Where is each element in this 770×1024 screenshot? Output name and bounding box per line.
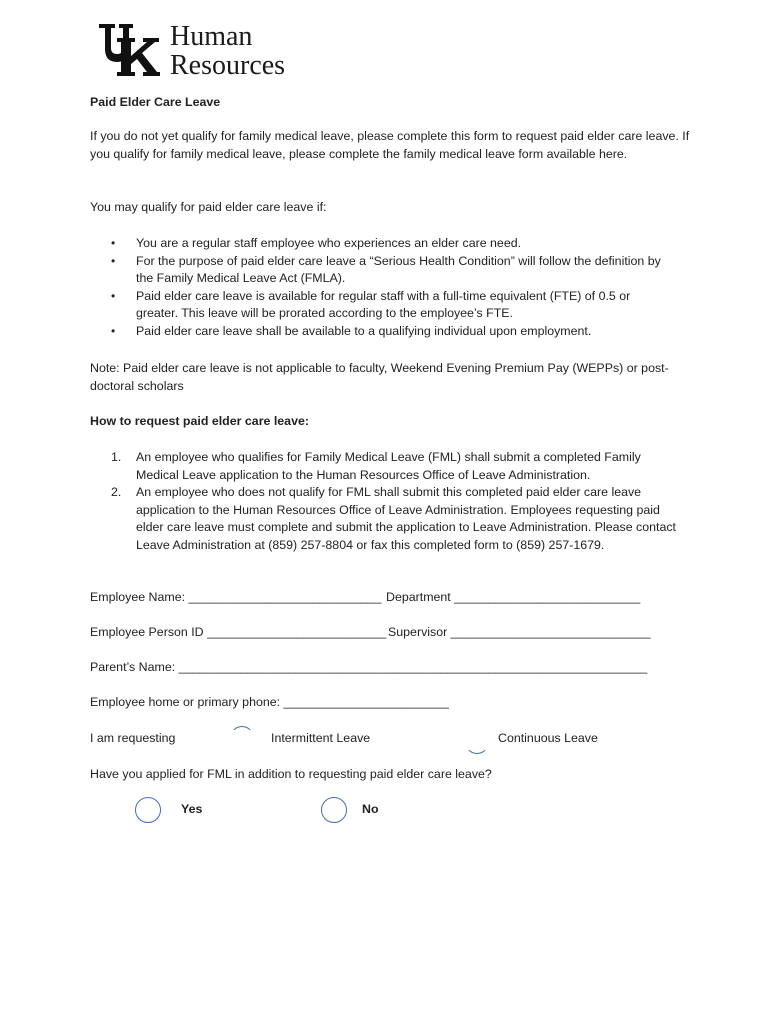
- uk-logo-icon: [97, 22, 161, 78]
- list-item: [90, 449, 680, 484]
- qualify-list: [90, 235, 670, 340]
- intermittent-label: Intermittent Leave: [271, 731, 371, 745]
- department-field[interactable]: Department ___________________________: [386, 590, 641, 604]
- how-heading: How to request paid elder care leave:: [90, 414, 309, 428]
- parent-name-field[interactable]: Parent’s Name: ____________________________________________________________________: [90, 660, 648, 674]
- list-item: • For the purpose of paid elder care leave a “Serious Health Condition” will follow the definition by the Family Medical Leave Act (FMLA).: [90, 253, 670, 288]
- qualify-heading: You may qualify for paid elder care leave if:: [90, 200, 327, 214]
- requesting-label: I am requesting: [90, 731, 176, 745]
- no-radio[interactable]: [321, 797, 347, 823]
- note-paragraph: Note: Paid elder care leave is not applicable to faculty, Weekend Evening Premium Pay (WEPPs) or post-doctoral scholars: [90, 361, 669, 393]
- step-number: 1.: [111, 450, 122, 464]
- logo-line-2: Resources: [170, 50, 286, 81]
- logo-wordmark: [170, 22, 285, 80]
- intermittent-radio[interactable]: [230, 726, 254, 750]
- continuous-label: Continuous Leave: [498, 731, 598, 745]
- fml-question: Have you applied for FML in addition to requesting paid elder care leave?: [90, 767, 492, 781]
- no-label: No: [362, 802, 379, 816]
- step-text: An employee who qualifies for Family Medical Leave (FML) shall submit a completed Family Medical Leave application to the Human Resources Office of Leave Administration.: [136, 450, 641, 482]
- employee-name-field[interactable]: Employee Name: ____________________________: [90, 590, 382, 604]
- list-item: • Paid elder care leave shall be available to a qualifying individual upon employment.: [90, 323, 670, 341]
- list-item: • You are a regular staff employee who experiences an elder care need.: [90, 235, 670, 253]
- list-item: • Paid elder care leave is available for regular staff with a full-time equivalent (FTE) of 0.5 or greater. This leave will be prorated according to the employee’s FTE.: [90, 288, 670, 323]
- steps-list: [90, 449, 680, 554]
- phone-field[interactable]: Employee home or primary phone: ________________________: [90, 695, 449, 709]
- logo-line-1: Human: [170, 21, 253, 52]
- supervisor-field[interactable]: Supervisor _____________________________: [388, 625, 651, 639]
- step-text: An employee who does not qualify for FML shall submit this completed paid elder care leave application to the Human Resources Office of Leave Administration. Employees requesting paid elder care leave must complete and submit the application to Leave Administration. Please contact Leave Administration at (859) 257-8804 or fax this completed form to (859) 257-1679.: [136, 485, 676, 552]
- employee-person-id-field[interactable]: Employee Person ID __________________________: [90, 625, 387, 639]
- step-number: 2.: [111, 485, 122, 499]
- yes-radio[interactable]: [135, 797, 161, 823]
- page-title: Paid Elder Care Leave: [90, 95, 221, 109]
- intro-paragraph: If you do not yet qualify for family medical leave, please complete this form to request paid elder care leave. If you qualify for family medical leave, please complete the family medical leave form available here.: [90, 129, 690, 161]
- continuous-radio[interactable]: [465, 730, 489, 754]
- yes-label: Yes: [181, 802, 203, 816]
- list-item: [90, 484, 680, 554]
